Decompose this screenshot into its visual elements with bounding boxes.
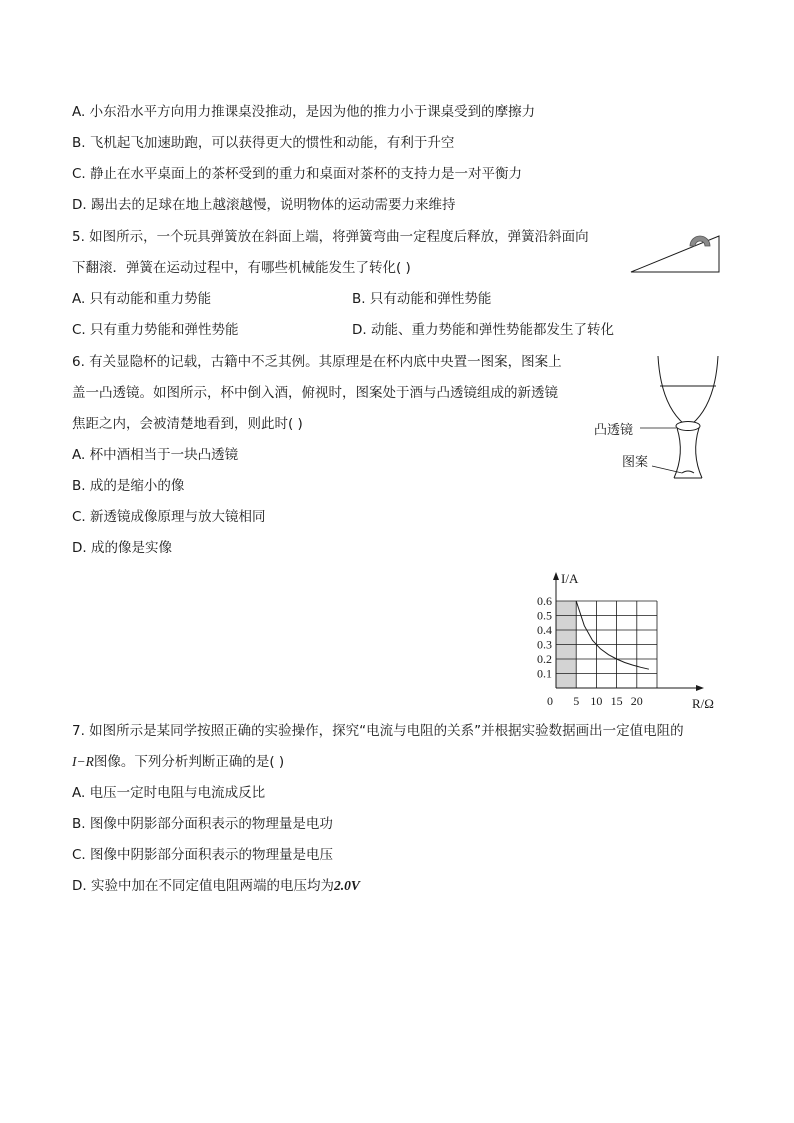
cup-base-right <box>696 428 702 478</box>
q7-stem-line2-text: 图像。下列分析判断正确的是( ) <box>93 754 285 770</box>
cup-base-left <box>674 428 680 478</box>
q4-option-d: D. 踢出去的足球在地上越滚越慢，说明物体的运动需要力来维持 <box>72 197 456 213</box>
q5-option-a: A. 只有动能和重力势能 <box>72 291 212 307</box>
q6-option-c: C. 新透镜成像原理与放大镜相同 <box>72 509 266 525</box>
q6-option-b: B. 成的是缩小的像 <box>72 478 185 494</box>
q7-option-d <box>72 877 360 895</box>
q6-stem-line1: 6. 有关显隐杯的记载，古籍中不乏其例。其原理是在杯内底中央置一图案，图案上 <box>72 354 562 370</box>
cup-figure <box>590 352 730 486</box>
q5-option-d: D. 动能、重力势能和弹性势能都发生了转化 <box>352 322 614 338</box>
pattern-label: 图案 <box>622 455 649 470</box>
y-tick-label: 0.3 <box>537 637 552 652</box>
y-tick-label: 0.2 <box>537 652 552 666</box>
q5-option-b: B. 只有动能和弹性势能 <box>352 291 492 307</box>
q7-stem-math: I−R <box>72 754 94 769</box>
q7-stem-line2 <box>72 753 284 771</box>
q5-stem-line2: 下翻滚．弹簧在运动过程中，有哪些机械能发生了转化( ) <box>72 260 411 276</box>
x-tick-label: 20 <box>630 694 643 708</box>
x-tick-label: 15 <box>610 694 623 708</box>
x-tick-label: 0 <box>547 694 553 708</box>
q6-stem-line2: 盖一凸透镜。如图所示，杯中倒入酒，俯视时，图案处于酒与凸透镜组成的新透镜 <box>72 385 558 401</box>
y-axis-label: I/A <box>561 571 579 586</box>
q5-option-c: C. 只有重力势能和弹性势能 <box>72 322 239 338</box>
y-tick-label: 0.6 <box>537 594 552 608</box>
q5-stem-line1: 5. 如图所示，一个玩具弹簧放在斜面上端，将弹簧弯曲一定程度后释放，弹簧沿斜面向 <box>72 229 589 245</box>
q7-stem-line1: 7. 如图所示是某同学按照正确的实验操作，探究“电流与电阻的关系”并根据实验数据画出一定值电阻的 <box>72 723 684 739</box>
y-tick-label: 0.5 <box>537 608 552 623</box>
y-axis-arrow <box>553 572 559 580</box>
q7-option-b: B. 图像中阴影部分面积表示的物理量是电功 <box>72 816 333 832</box>
y-tick-label: 0.4 <box>537 623 552 637</box>
convex-lens <box>676 422 700 431</box>
q6-stem-line3: 焦距之内，会被清楚地看到，则此时( ) <box>72 416 303 432</box>
q4-option-c: C. 静止在水平桌面上的茶杯受到的重力和桌面对茶杯的支持力是一对平衡力 <box>72 166 523 182</box>
q4-option-a: A. 小东沿水平方向用力推课桌没推动，是因为他的推力小于课桌受到的摩擦力 <box>72 104 536 120</box>
q4-option-b: B. 飞机起飞加速助跑，可以获得更大的惯性和动能，有利于升空 <box>72 135 455 151</box>
q7-option-d-math: 2.0V <box>333 878 360 893</box>
x-tick-label: 10 <box>590 694 603 708</box>
pattern-mark <box>682 471 694 473</box>
q6-option-a: A. 杯中酒相当于一块凸透镜 <box>72 447 239 463</box>
q7-option-c: C. 图像中阴影部分面积表示的物理量是电压 <box>72 847 334 863</box>
i-r-chart <box>520 568 730 716</box>
cup-right-wall <box>692 356 718 424</box>
x-tick-label: 5 <box>573 694 580 708</box>
x-axis-label: R/Ω <box>692 696 714 711</box>
incline-figure <box>626 224 726 276</box>
lens-label: 凸透镜 <box>594 423 634 438</box>
q6-option-d: D. 成的像是实像 <box>72 540 172 556</box>
y-tick-label: 0.1 <box>537 666 552 681</box>
q7-option-d-text: D. 实验中加在不同定值电阻两端的电压均为 <box>72 878 334 894</box>
x-axis-arrow <box>696 685 704 691</box>
cup-left-wall <box>658 356 684 424</box>
q7-option-a: A. 电压一定时电阻与电流成反比 <box>72 785 266 801</box>
